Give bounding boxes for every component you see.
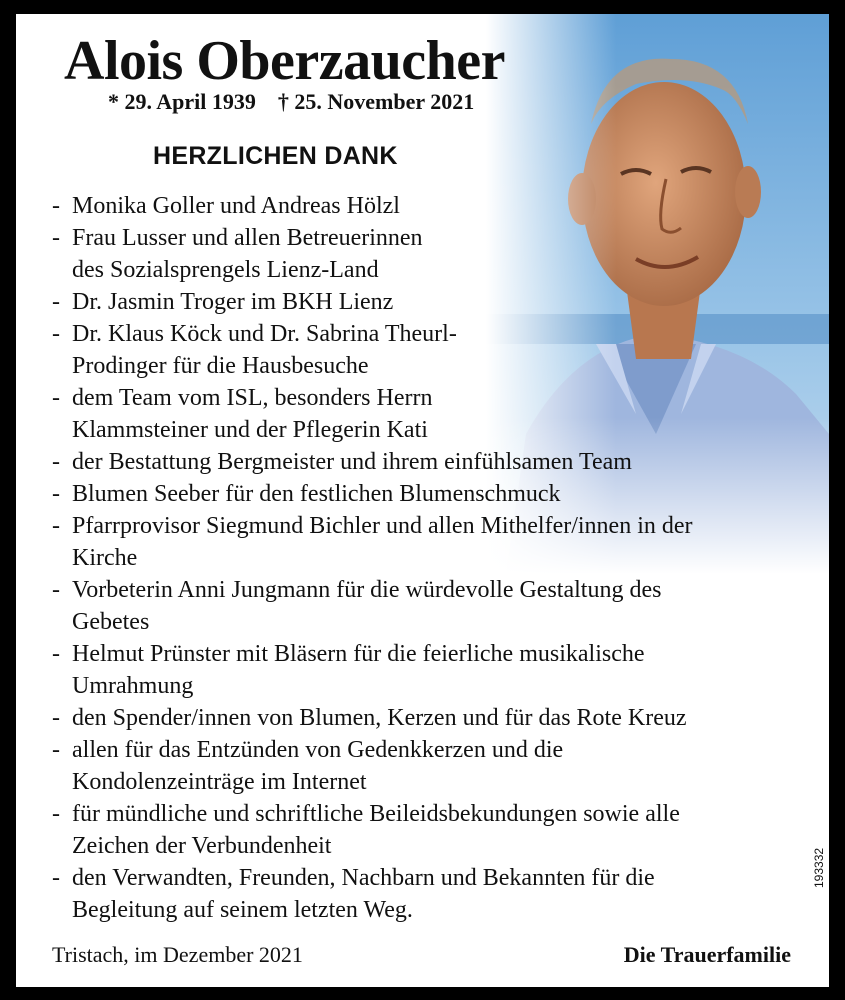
thanks-item xyxy=(52,798,792,862)
thanks-item-line: Dr. Klaus Köck und Dr. Sabrina Theurl- xyxy=(72,321,457,347)
list-marker: - xyxy=(52,449,60,475)
thanks-item-line: Monika Goller und Andreas Hölzl xyxy=(72,193,400,219)
thanks-item xyxy=(52,734,792,798)
thanks-item-line: Helmut Prünster mit Bläsern für die feierliche musikalische xyxy=(72,641,645,667)
life-dates xyxy=(108,89,474,115)
thanks-item-line: Kondolenzeinträge im Internet xyxy=(72,769,367,795)
thanks-item-line: Begleitung auf seinem letzten Weg. xyxy=(72,897,413,923)
thanks-item-line: den Spender/innen von Blumen, Kerzen und für das Rote Kreuz xyxy=(72,705,687,731)
death-date: † 25. November 2021 xyxy=(277,89,475,114)
thanks-item xyxy=(52,190,792,222)
thanks-item-line: den Verwandten, Freunden, Nachbarn und Bekannten für die xyxy=(72,865,655,891)
thanks-item-line: für mündliche und schriftliche Beileidsbekundungen sowie alle xyxy=(72,801,680,827)
thanks-item xyxy=(52,222,792,286)
list-marker: - xyxy=(52,737,60,763)
thanks-item-line: Zeichen der Verbundenheit xyxy=(72,833,332,859)
list-marker: - xyxy=(52,225,60,251)
list-marker: - xyxy=(52,865,60,891)
thanks-item-line: Blumen Seeber für den festlichen Blumenschmuck xyxy=(72,481,561,507)
list-marker: - xyxy=(52,321,60,347)
place-date: Tristach, im Dezember 2021 xyxy=(52,942,303,967)
thanks-list xyxy=(52,190,792,926)
list-marker: - xyxy=(52,641,60,667)
thanks-item-line: allen für das Entzünden von Gedenkkerzen und die xyxy=(72,737,564,763)
list-marker: - xyxy=(52,513,60,539)
thanks-item xyxy=(52,446,792,478)
list-marker: - xyxy=(52,193,60,219)
list-marker: - xyxy=(52,577,60,603)
thanks-item-line: Gebetes xyxy=(72,609,150,635)
thanks-item-line: Dr. Jasmin Troger im BKH Lienz xyxy=(72,289,394,315)
thanks-item-line: Kirche xyxy=(72,545,138,571)
thanks-item xyxy=(52,638,792,702)
list-marker: - xyxy=(52,481,60,507)
thanks-item-line: Umrahmung xyxy=(72,673,194,699)
list-marker: - xyxy=(52,289,60,315)
thanks-item xyxy=(52,574,792,638)
thanks-item xyxy=(52,862,792,926)
thanks-item xyxy=(52,478,792,510)
thanks-item-line: Pfarrprovisor Siegmund Bichler und allen Mithelfer/innen in der xyxy=(72,513,693,539)
birth-date: * 29. April 1939 xyxy=(108,89,256,114)
thanks-item-line: Klammsteiner und der Pflegerin Kati xyxy=(72,417,428,443)
thanks-item xyxy=(52,286,792,318)
ad-code: 193332 xyxy=(812,847,826,888)
thanks-item xyxy=(52,702,792,734)
thanks-item-line: Prodinger für die Hausbesuche xyxy=(72,353,369,379)
thanks-item xyxy=(52,318,792,382)
list-marker: - xyxy=(52,801,60,827)
obituary-card xyxy=(16,14,829,987)
signature: Die Trauerfamilie xyxy=(623,942,791,967)
thanks-heading: HERZLICHEN DANK xyxy=(153,142,398,170)
deceased-name: Alois Oberzaucher xyxy=(64,30,505,92)
thanks-item-line: des Sozialsprengels Lienz-Land xyxy=(72,257,379,283)
thanks-item xyxy=(52,382,792,446)
thanks-item-line: Vorbeterin Anni Jungmann für die würdevolle Gestaltung des xyxy=(72,577,662,603)
thanks-item-line: der Bestattung Bergmeister und ihrem einfühlsamen Team xyxy=(72,449,632,475)
list-marker: - xyxy=(52,705,60,731)
thanks-item-line: Frau Lusser und allen Betreuerinnen xyxy=(72,225,423,251)
thanks-item-line: dem Team vom ISL, besonders Herrn xyxy=(72,385,433,411)
thanks-item xyxy=(52,510,792,574)
list-marker: - xyxy=(52,385,60,411)
